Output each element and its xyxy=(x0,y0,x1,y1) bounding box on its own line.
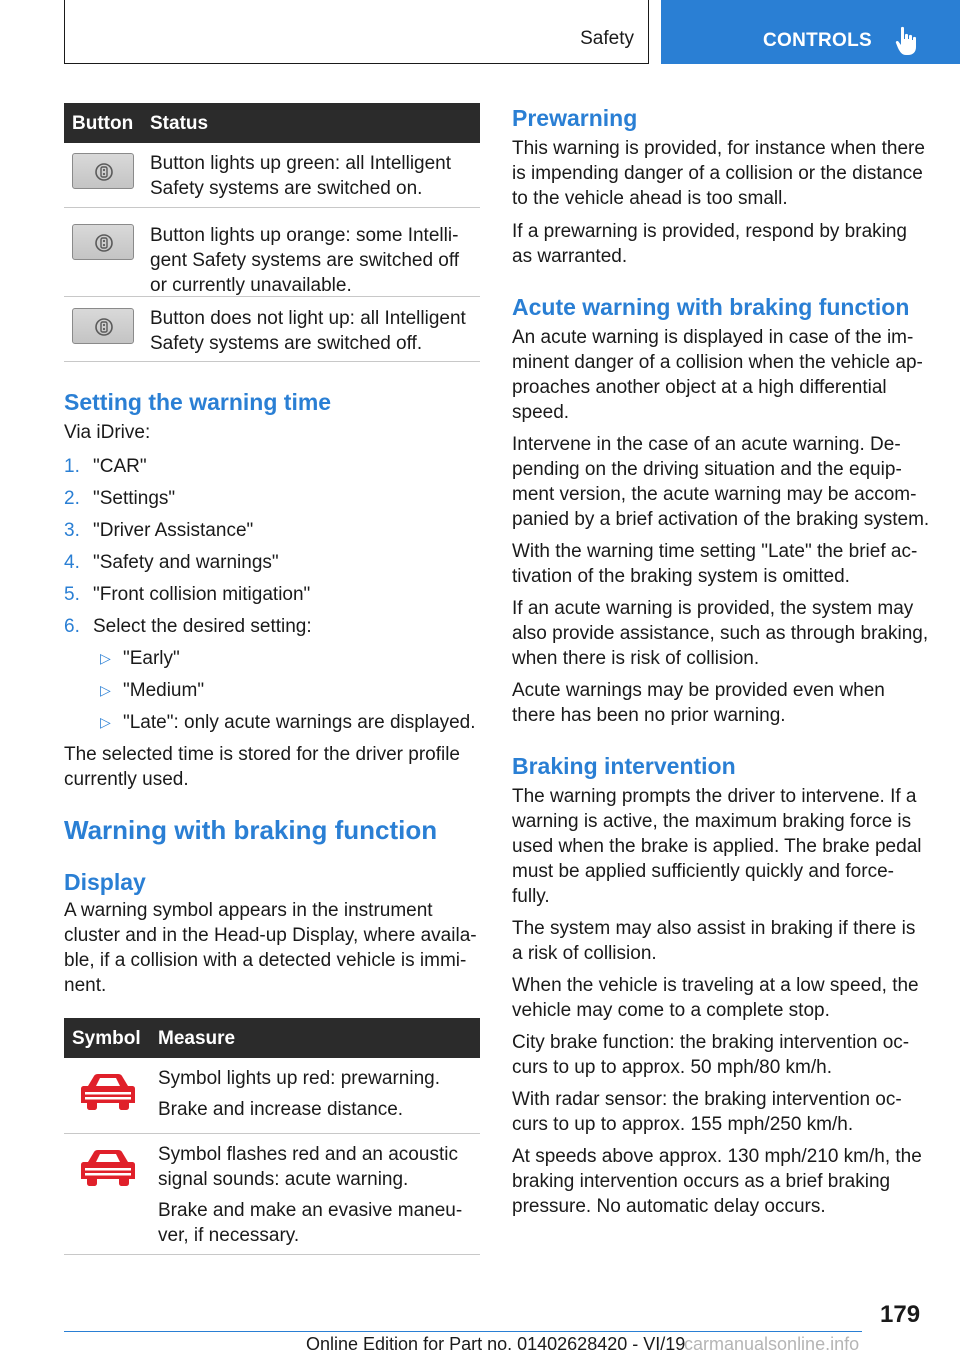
column-header-symbol: Symbol xyxy=(72,1027,141,1049)
measure-text: Brake and increase distance. xyxy=(158,1099,404,1120)
table-row xyxy=(64,297,480,362)
display-text: A warning symbol appears in the instrument cluster and in the Head-up Display, where availa-ble, if a collision with a detected vehicle is immi-nent. xyxy=(64,900,477,996)
table-row xyxy=(64,143,480,208)
note-text: The selected time is stored for the driver profile currently used. xyxy=(64,744,461,790)
status-text: Button lights up orange: some Intelli-gent Safety systems are switched off or currently unavailable. xyxy=(150,225,460,296)
subheading-acute-warning: Acute warning with braking function xyxy=(512,294,910,320)
options-list xyxy=(64,642,480,738)
table-row xyxy=(64,1058,480,1134)
right-column xyxy=(512,103,930,1219)
list-item: 3. "Driver Assistance" xyxy=(64,519,254,541)
table-header xyxy=(64,103,480,143)
table-row xyxy=(64,208,480,297)
pointing-hand-icon xyxy=(895,26,921,61)
list-item: 1. "CAR" xyxy=(64,455,147,477)
paragraph: With the warning time setting "Late" the brief ac-tivation of the braking system is omitted. xyxy=(512,541,918,587)
column-header-button: Button xyxy=(72,112,134,134)
measure-text: Symbol flashes red and an acoustic signal sounds: acute warning. xyxy=(158,1144,458,1190)
list-item: ▷ "Medium" xyxy=(100,679,205,701)
header-chapter-box xyxy=(661,0,960,64)
triangle-bullet-icon: ▷ xyxy=(100,681,111,698)
list-item: ▷ "Late": only acute warnings are displayed. xyxy=(100,711,476,733)
column-header-measure: Measure xyxy=(158,1027,236,1049)
paragraph: With radar sensor: the braking intervention oc-curs to up to approx. 155 mph/250 km/h. xyxy=(512,1089,902,1135)
header-section-title: Safety xyxy=(580,28,634,49)
paragraph: Intervene in the case of an acute warning. De-pending on the driving situation and the equip-ment version, the acute warning may be accom-panied by a brief activation of the braking system. xyxy=(512,434,930,530)
symbol-measure-table xyxy=(64,1018,480,1255)
measure-text: Brake and make an evasive maneu-ver, if necessary. xyxy=(158,1200,463,1246)
page-number: 179 xyxy=(880,1301,921,1328)
triangle-bullet-icon: ▷ xyxy=(100,713,111,730)
triangle-bullet-icon: ▷ xyxy=(100,649,111,666)
list-item: ▷ "Early" xyxy=(100,647,180,669)
section-heading-warning-time: Setting the warning time xyxy=(64,389,332,415)
steps-list xyxy=(64,450,480,642)
subheading-display: Display xyxy=(64,869,146,895)
intro-text: Via iDrive: xyxy=(64,422,151,443)
table-row xyxy=(64,1134,480,1255)
paragraph: The system may also assist in braking if there is a risk of collision. xyxy=(512,918,916,964)
list-item: 6. Select the desired setting: xyxy=(64,615,312,637)
status-text: Button does not light up: all Intelligent Safety systems are switched off. xyxy=(150,308,466,354)
footer-divider xyxy=(64,1331,862,1332)
column-header-status: Status xyxy=(150,112,209,134)
intelligent-safety-button-icon xyxy=(72,153,134,189)
paragraph: At speeds above approx. 130 mph/210 km/h, the braking intervention occurs as a brief braking pressure. No automatic delay occurs. xyxy=(512,1146,922,1217)
intelligent-safety-button-icon xyxy=(72,308,134,344)
subheading-braking-intervention: Braking intervention xyxy=(512,753,736,779)
paragraph: Acute warnings may be provided even when there has been no prior warning. xyxy=(512,680,885,726)
header-section-box xyxy=(64,0,649,64)
paragraph: An acute warning is displayed in case of the im-minent danger of a collision when the vehicle ap-proaches another object at a high differential speed. xyxy=(512,327,923,423)
paragraph: City brake function: the braking intervention oc-curs to up to approx. 50 mph/80 km/h. xyxy=(512,1032,910,1078)
list-item: 2. "Settings" xyxy=(64,487,176,509)
subheading-prewarning: Prewarning xyxy=(512,105,638,131)
measure-text: Symbol lights up red: prewarning. xyxy=(158,1068,440,1089)
paragraph: If an acute warning is provided, the system may also provide assistance, such as through braking, when there is risk of collision. xyxy=(512,598,929,669)
section-heading-braking: Warning with braking function xyxy=(64,815,438,845)
paragraph: The warning prompts the driver to intervene. If a warning is active, the maximum braking force is used when the brake is applied. The brake pedal must be applied sufficiently quickly and force-fully. xyxy=(512,786,922,907)
status-text: Button lights up green: all Intelligent Safety systems are switched on. xyxy=(150,153,452,199)
footer-edition: Online Edition for Part no. 01402628420 - VI/19 xyxy=(306,1334,686,1354)
paragraph: If a prewarning is provided, respond by braking as warranted. xyxy=(512,221,908,267)
collision-warning-car-icon xyxy=(74,1148,146,1188)
left-column xyxy=(64,103,480,1255)
footer-watermark: carmanualsonline.info xyxy=(684,1334,860,1354)
collision-warning-car-icon xyxy=(74,1072,146,1112)
table-header xyxy=(64,1018,480,1058)
list-item: 5. "Front collision mitigation" xyxy=(64,583,311,605)
button-status-table xyxy=(64,103,480,362)
paragraph: When the vehicle is traveling at a low speed, the vehicle may come to a complete stop. xyxy=(512,975,919,1021)
header-chapter-title: CONTROLS xyxy=(763,30,873,51)
list-item: 4. "Safety and warnings" xyxy=(64,551,279,573)
paragraph: This warning is provided, for instance when there is impending danger of a collision or the distance to the vehicle ahead is too small. xyxy=(512,138,925,209)
intelligent-safety-button-icon xyxy=(72,224,134,260)
